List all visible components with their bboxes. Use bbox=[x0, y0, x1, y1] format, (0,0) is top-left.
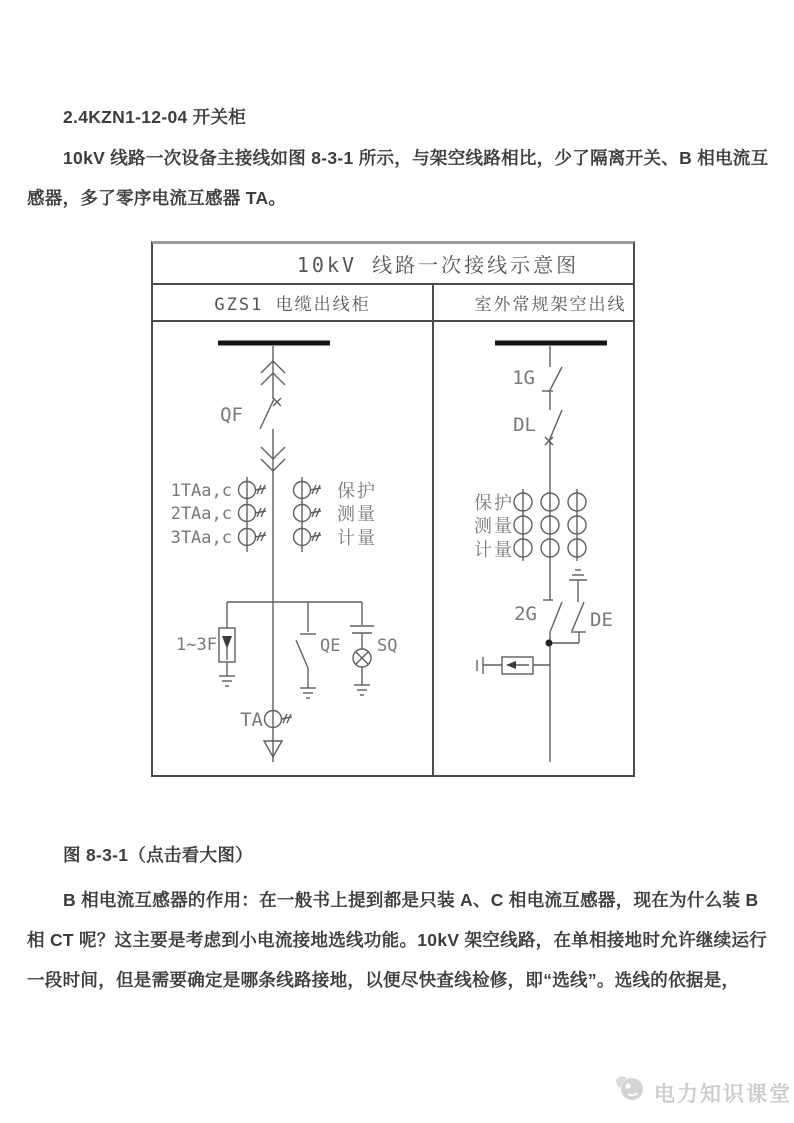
de-label: DE bbox=[590, 609, 613, 631]
g1-label: 1G bbox=[512, 367, 535, 389]
surge-arrester-1-3f-icon bbox=[219, 602, 235, 686]
right-panel-schematic bbox=[474, 343, 613, 762]
earthing-switch-qe-icon bbox=[296, 602, 316, 698]
schematic-body bbox=[153, 324, 633, 775]
figure-8-3-1[interactable] bbox=[151, 241, 635, 777]
single-line-diagram bbox=[153, 324, 633, 775]
arrester-label: 1~3F bbox=[176, 635, 217, 655]
junction-dot bbox=[546, 640, 553, 647]
qf-label: QF bbox=[220, 404, 243, 426]
metering-label: 计量 bbox=[337, 528, 377, 548]
sq-label: SQ bbox=[377, 636, 398, 656]
voltage-indicator-sq-icon bbox=[350, 602, 374, 695]
metering-label: 计量 bbox=[474, 540, 514, 560]
ground-icon bbox=[569, 570, 587, 580]
disconnector-1g-icon bbox=[542, 367, 562, 392]
paragraph1-line2: 感器，多了零序电流互感器 TA。 bbox=[27, 188, 287, 208]
ground-icon bbox=[300, 688, 316, 698]
circuit-breaker-dl-icon bbox=[545, 410, 562, 445]
ground-icon bbox=[219, 676, 235, 686]
paragraph2-line3: 一段时间，但是需要确定是哪条线路接地，以便尽快查线检修，即“选线”。选线的依据是， bbox=[27, 970, 740, 990]
left-panel-schematic bbox=[171, 343, 398, 762]
protection-label: 保护 bbox=[337, 481, 377, 501]
ct-column-a bbox=[239, 477, 267, 552]
qe-label: QE bbox=[320, 636, 341, 656]
line-arrester-branch-icon bbox=[477, 657, 550, 674]
secondary-lead-icon bbox=[310, 485, 321, 541]
g2-label: 2G bbox=[514, 603, 537, 625]
paragraph2-line2: 相 CT 呢？这主要是考虑到小电流接地选线功能。10kV 架空线路，在单相接地时允许继续运行 bbox=[27, 930, 768, 950]
ct-column-c bbox=[294, 477, 322, 552]
paragraph2-line1: B 相电流互感器的作用：在一般书上提到都是只装 A、C 相电流互感器，现在为什么装 B bbox=[63, 890, 759, 910]
ground-icon bbox=[354, 685, 370, 695]
left-column-header-label: GZS1 电缆出线柜 bbox=[214, 295, 371, 315]
ct2-label: 2TAa,c bbox=[170, 504, 232, 524]
footer-brand bbox=[608, 1072, 792, 1108]
column-header-cable-cabinet bbox=[153, 285, 432, 322]
figure-caption: 图 8-3-1（点击看大图） bbox=[63, 845, 253, 865]
earthing-switch-de-icon bbox=[548, 570, 587, 643]
figure-title: 10kV 线路一次接线示意图 bbox=[296, 253, 580, 277]
circuit-breaker-qf-icon bbox=[260, 398, 281, 429]
secondary-lead-icon bbox=[255, 485, 266, 541]
protection-label: 保护 bbox=[474, 493, 514, 513]
ct3-label: 3TAa,c bbox=[170, 528, 232, 548]
zero-sequence-ct-ta-icon bbox=[265, 711, 293, 728]
dl-label: DL bbox=[513, 414, 536, 436]
section-heading: 2.4KZN1-12-04 开关柜 bbox=[63, 107, 247, 127]
disconnector-2g-icon bbox=[543, 600, 562, 632]
power-classroom-logo-icon bbox=[608, 1072, 650, 1106]
measurement-label: 测量 bbox=[474, 516, 514, 536]
figure-title-row bbox=[153, 244, 633, 285]
measurement-label: 测量 bbox=[337, 504, 377, 524]
right-column-header-label: 室外常规架空出线 bbox=[474, 295, 627, 315]
ta-label: TA bbox=[240, 709, 263, 731]
paragraph1-line1: 10kV 线路一次设备主接线如图 8-3-1 所示，与架空线路相比，少了隔离开关、B 相电流互 bbox=[63, 148, 769, 168]
column-header-overhead-outlet bbox=[432, 285, 633, 322]
ct1-label: 1TAa,c bbox=[170, 481, 232, 501]
footer-brand-text: 电力知识课堂 bbox=[654, 1083, 792, 1106]
